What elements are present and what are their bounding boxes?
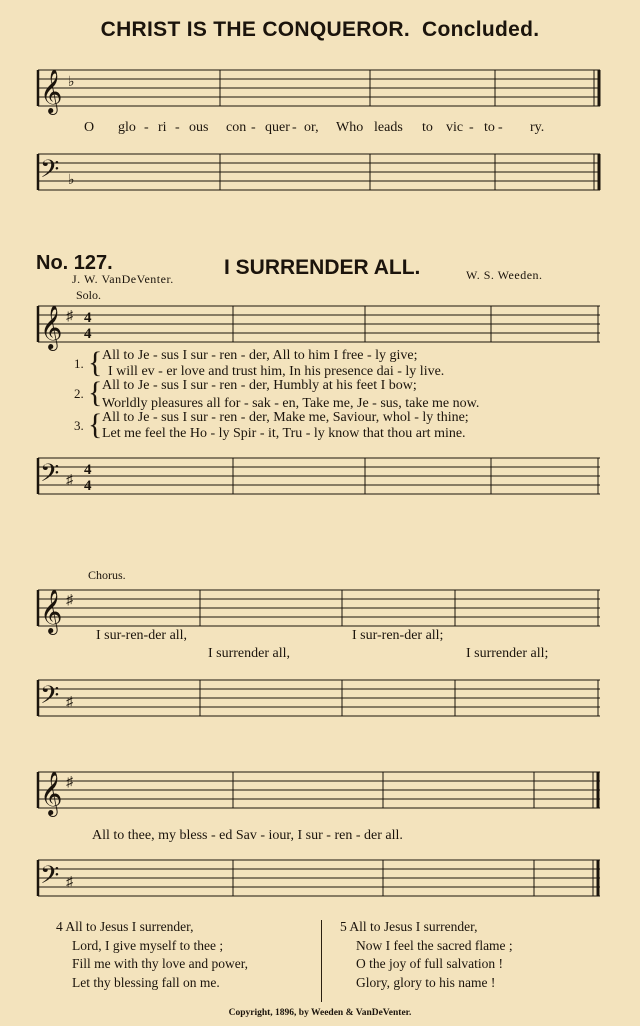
system1-treble-staff <box>0 60 640 120</box>
lyric-word: Who <box>336 120 364 135</box>
stanza-number: 5 <box>340 919 347 934</box>
verse-number: 1. <box>74 356 84 371</box>
svg-text:𝄞: 𝄞 <box>40 305 63 349</box>
stanza-line: All to Jesus I surrender, <box>65 919 194 934</box>
author-credit: J. W. VanDeVenter. <box>72 272 174 286</box>
svg-text:𝄞: 𝄞 <box>40 589 63 633</box>
svg-text:4: 4 <box>84 310 92 326</box>
verse-line: I will ev - er love and trust him, In his presence dai - ly live. <box>108 364 445 379</box>
stanza-line: Glory, glory to his name ! <box>356 974 496 990</box>
copyright-notice: Copyright, 1896, by Weeden & VanDeVenter. <box>228 1008 412 1018</box>
stanza-4 <box>56 918 248 992</box>
chorus-lyric: I surrender all; <box>466 646 549 661</box>
verse-line: All to Je - sus I sur - ren - der, Humbly at his feet I bow; <box>102 378 417 393</box>
stanza-number: 4 <box>56 919 63 934</box>
lyric-word: quer <box>265 120 290 135</box>
lyric-word: - <box>498 120 503 135</box>
verse-number: 3. <box>74 418 84 433</box>
verse-line: Worldly pleasures all for - sak - en, Take me, Je - sus, take me now. <box>102 396 480 411</box>
lyric-word: - <box>175 120 180 135</box>
svg-text:4: 4 <box>84 478 92 494</box>
hymn-number: No. 127. <box>36 252 113 274</box>
svg-text:♯: ♯ <box>66 593 73 608</box>
svg-text:♯: ♯ <box>66 695 73 710</box>
verse-line: All to Je - sus I sur - ren - der, Make me, Saviour, whol - ly thine; <box>102 410 469 425</box>
lyric-word: to <box>422 120 433 135</box>
chorus-lyric: I sur-ren-der all, <box>96 628 188 643</box>
lyric-word: glo <box>118 120 136 135</box>
svg-text:𝄢: 𝄢 <box>40 681 60 716</box>
svg-text:♭: ♭ <box>68 75 75 90</box>
system4-bass-staff <box>0 852 640 902</box>
system2-treble-staff <box>0 300 640 350</box>
system4-treble-staff <box>0 766 640 816</box>
stanza-line: Lord, I give myself to thee ; <box>72 937 224 953</box>
stanza-line: Let thy blessing fall on me. <box>72 974 220 990</box>
svg-text:♯: ♯ <box>66 775 73 790</box>
verse-brace: { <box>88 376 103 409</box>
svg-text:♭: ♭ <box>68 173 75 188</box>
final-lyric-line: All to thee, my bless - ed Sav - iour, I sur - ren - der all. <box>92 828 403 843</box>
svg-text:𝄢: 𝄢 <box>40 861 60 896</box>
system2-bass-staff <box>0 450 640 500</box>
hymn-title: I SURRENDER ALL. <box>224 256 421 279</box>
svg-text:♯: ♯ <box>66 309 73 324</box>
stanza-line: Fill me with thy love and power, <box>72 956 249 971</box>
lyric-word: - <box>251 120 256 135</box>
stanza-line: Now I feel the sacred flame ; <box>356 937 513 953</box>
lyric-word: - <box>469 120 474 135</box>
lyric-word: or, <box>304 120 319 135</box>
page-title <box>0 18 640 42</box>
lyric-word: vic <box>446 120 464 135</box>
system3-treble-staff <box>0 584 640 634</box>
lyric-word: con <box>226 120 247 135</box>
title-main: CHRIST IS THE CONQUEROR. <box>100 18 411 41</box>
svg-text:𝄞: 𝄞 <box>40 69 63 113</box>
verse-brace: { <box>88 408 103 441</box>
svg-text:♯: ♯ <box>66 473 73 488</box>
svg-text:♯: ♯ <box>66 875 73 890</box>
verse-line: All to Je - sus I sur - ren - der, All to him I free - ly give; <box>102 348 418 363</box>
stanza-line: All to Jesus I surrender, <box>349 919 478 934</box>
stanza-5 <box>340 918 513 992</box>
chorus-label: Chorus. <box>88 568 126 582</box>
system1-bass-staff <box>0 146 640 206</box>
lyric-word: ry. <box>530 120 545 135</box>
lyric-word: leads <box>374 120 403 135</box>
verse-brace: { <box>88 346 103 379</box>
title-subtitle: Concluded. <box>422 18 540 41</box>
lyric-word: ous <box>189 120 209 135</box>
stanza-line: O the joy of full salvation ! <box>356 956 503 971</box>
system3-bass-staff <box>0 672 640 722</box>
verse-number: 2. <box>74 386 84 401</box>
svg-text:𝄞: 𝄞 <box>40 771 63 815</box>
stanza-divider <box>321 920 322 1002</box>
verse-line: Let me feel the Ho - ly Spir - it, Tru - ly know that thou art mine. <box>102 426 466 441</box>
lyric-word: ri <box>158 120 167 135</box>
svg-text:𝄢: 𝄢 <box>40 459 60 494</box>
lyric-word: - <box>144 120 149 135</box>
lyric-word: O <box>84 120 95 135</box>
composer-credit: W. S. Weeden. <box>466 268 543 282</box>
lyric-word: - <box>292 120 297 135</box>
chorus-lyric: I sur-ren-der all; <box>352 628 444 643</box>
svg-text:4: 4 <box>84 326 92 342</box>
solo-label: Solo. <box>76 288 102 302</box>
lyric-word: to <box>484 120 495 135</box>
chorus-lyric: I surrender all, <box>208 646 291 661</box>
svg-text:4: 4 <box>84 462 92 478</box>
svg-text:𝄢: 𝄢 <box>40 155 60 190</box>
